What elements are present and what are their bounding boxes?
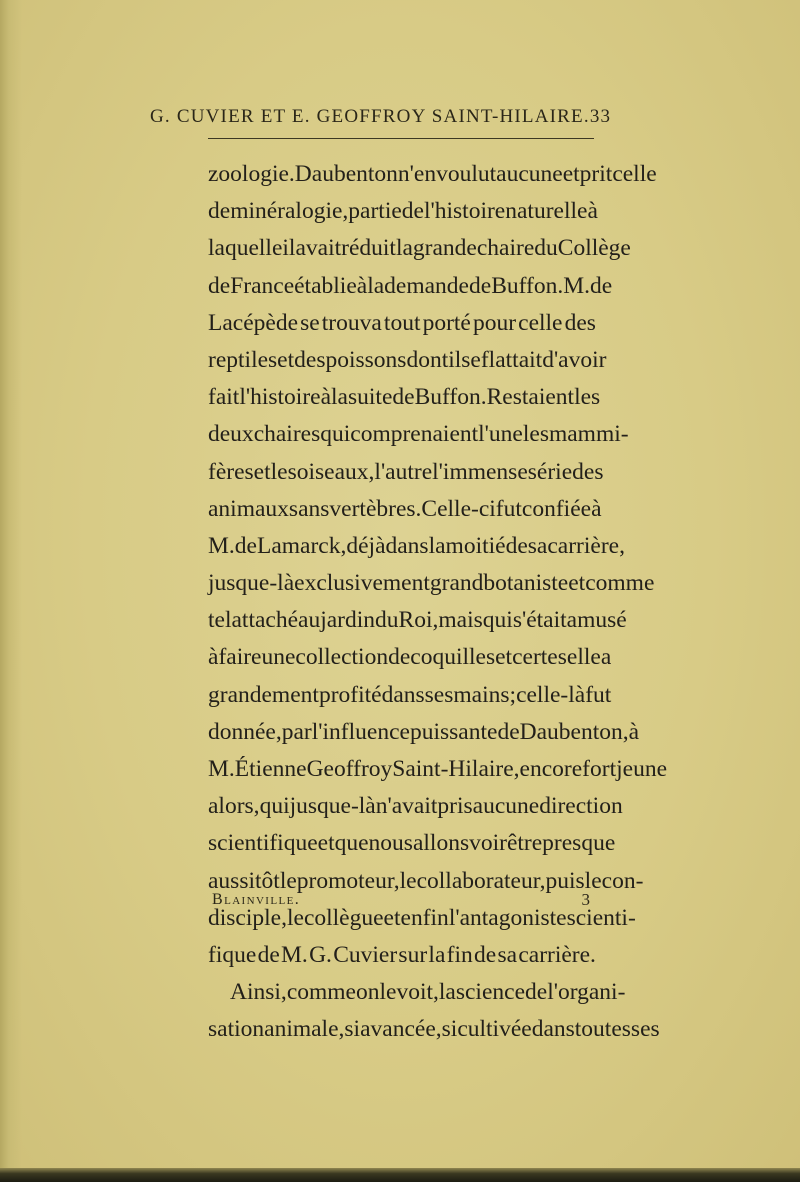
body-text <box>208 156 667 1049</box>
word: porté <box>422 309 471 336</box>
word: reptiles <box>208 346 278 373</box>
word: ses <box>630 1016 660 1043</box>
word: tel <box>208 607 232 634</box>
word: le <box>379 979 397 1006</box>
word: au <box>298 607 321 634</box>
word: les <box>574 384 601 411</box>
word: la <box>428 532 446 559</box>
signature-mark: Blainville. <box>212 891 301 908</box>
page-footer <box>212 888 592 912</box>
word: aucune <box>472 793 540 820</box>
binding-shadow <box>0 0 22 1182</box>
word: donnée, <box>208 718 282 745</box>
text-line <box>208 342 607 379</box>
word: comprenaient <box>350 421 479 448</box>
word: collection <box>295 644 389 671</box>
word: attaché <box>231 607 299 634</box>
text-line <box>208 193 596 230</box>
word: poissons <box>325 346 407 373</box>
word: science <box>455 979 526 1006</box>
word: alors, <box>208 793 260 820</box>
text-line <box>208 379 601 416</box>
word: a <box>600 644 612 671</box>
word: à <box>320 384 332 411</box>
word: de <box>590 272 613 299</box>
word: se <box>300 309 320 336</box>
word: Cuvier <box>333 941 398 968</box>
word: France <box>230 272 295 299</box>
word: scientifique <box>208 830 318 857</box>
word: toutes <box>574 1016 631 1043</box>
word: la <box>331 384 348 411</box>
running-title: G. CUVIER ET E. GEOFFROY SAINT-HILAIRE. <box>150 106 590 127</box>
word: il <box>448 346 462 373</box>
text-line <box>208 602 627 639</box>
word: G. <box>309 941 332 968</box>
word: fait <box>208 384 240 411</box>
word: carrière, <box>547 532 625 559</box>
word: comme <box>286 979 356 1006</box>
word: de <box>257 941 280 968</box>
word: voulut <box>436 161 497 187</box>
word: de <box>497 718 520 745</box>
word: animale, <box>264 1016 345 1043</box>
word: exclusivement <box>294 570 430 597</box>
word: mammi- <box>548 421 629 448</box>
word: de <box>505 532 528 559</box>
word: grande <box>412 235 477 262</box>
word: l'antagoniste <box>448 904 567 931</box>
word: de <box>208 272 231 299</box>
word: l'autre <box>374 458 433 485</box>
word: l'organi- <box>547 979 626 1006</box>
word: chaire <box>476 235 535 262</box>
header-rule <box>208 138 594 139</box>
word: voir <box>469 830 507 857</box>
word: certes <box>512 644 567 671</box>
word: que <box>334 830 369 857</box>
page-number: 33 <box>589 106 612 127</box>
word: aucune <box>496 161 563 187</box>
sheet-number: 3 <box>581 890 590 909</box>
word: réduit <box>341 235 396 262</box>
word: minéralogie, <box>230 198 349 225</box>
word: zoologie. <box>208 161 295 187</box>
text-line <box>208 677 612 714</box>
word: le <box>399 867 417 894</box>
text-line <box>208 491 602 528</box>
word: sa <box>527 532 548 559</box>
word: jusque-là <box>289 793 376 820</box>
word: disciple, <box>208 904 287 931</box>
word: Daubenton, <box>519 718 629 745</box>
word: une <box>261 644 296 671</box>
word: chaires <box>253 421 321 448</box>
word: cultivée <box>457 1016 532 1043</box>
word: Étienne <box>234 756 307 782</box>
word: direction <box>539 793 623 820</box>
word: ses <box>424 681 454 708</box>
word: et <box>383 904 401 931</box>
word: jeune <box>616 756 667 782</box>
word: collègue <box>303 904 384 931</box>
text-line <box>208 416 629 453</box>
word: laquelle <box>208 235 283 262</box>
word: Buffon. <box>414 384 487 411</box>
word: Restaient <box>486 384 575 411</box>
word: s'était <box>512 607 567 634</box>
word: prit <box>579 161 613 187</box>
word: le <box>584 867 602 894</box>
text-line <box>208 528 625 565</box>
word: comme <box>585 570 655 597</box>
word: grandement <box>208 681 319 708</box>
word: qui <box>482 607 513 634</box>
word: de <box>392 384 415 411</box>
word: celle <box>518 309 563 336</box>
word: M. <box>208 532 235 559</box>
word: Roi, <box>398 607 439 634</box>
word: presque <box>542 830 616 857</box>
page-bottom-edge <box>0 1168 800 1182</box>
word: aussitôt <box>208 867 280 894</box>
word: et <box>253 458 271 485</box>
word: à <box>628 718 640 745</box>
word: celle-là <box>516 681 586 708</box>
word: par <box>281 718 312 745</box>
word: Ainsi, <box>230 979 287 1006</box>
word: trouva <box>321 309 382 336</box>
word: suite <box>348 384 393 411</box>
text-line <box>208 1011 660 1048</box>
word: des <box>564 309 596 336</box>
word: les <box>522 421 549 448</box>
word: de <box>525 979 548 1006</box>
word: déjà <box>346 532 386 559</box>
word: sur <box>398 941 428 968</box>
word: la <box>395 235 413 262</box>
word: oiseaux, <box>296 458 375 485</box>
word: sa <box>497 941 518 968</box>
word: Saint-Hilaire, <box>392 756 520 782</box>
text-line <box>208 788 623 825</box>
word: faire <box>218 644 262 671</box>
word: fères <box>208 458 254 485</box>
word: de <box>388 644 411 671</box>
word: et <box>495 644 513 671</box>
text-line <box>208 156 657 193</box>
word: qui <box>320 421 351 448</box>
text-line <box>208 974 626 1011</box>
word: le <box>279 867 297 894</box>
word: collaborateur, <box>416 867 546 894</box>
word: con- <box>601 867 644 894</box>
word: puis <box>545 867 585 894</box>
word: l'une <box>478 421 523 448</box>
word: l'histoire <box>423 198 506 225</box>
word: fin <box>446 941 473 968</box>
word: partie <box>348 198 402 225</box>
word: M. <box>563 272 590 299</box>
word: se <box>461 346 481 373</box>
word: série <box>527 458 573 485</box>
word: naturelle <box>505 198 588 225</box>
word: et <box>277 346 295 373</box>
word: dans <box>531 1016 575 1043</box>
word: jusque-là <box>208 570 295 597</box>
word: il <box>282 235 296 262</box>
word: la <box>438 979 456 1006</box>
word: profité <box>318 681 382 708</box>
text-line <box>208 268 613 305</box>
text-line <box>208 937 596 974</box>
word: jardin <box>320 607 376 634</box>
word: botaniste <box>483 570 569 597</box>
word: allons <box>412 830 470 857</box>
word: établie <box>294 272 357 299</box>
word: scienti- <box>566 904 636 931</box>
text-line <box>208 714 640 751</box>
word: fort <box>582 756 617 782</box>
word: Lamarck, <box>256 532 347 559</box>
word: mains; <box>453 681 517 708</box>
word: fut <box>495 495 522 522</box>
word: de <box>234 532 257 559</box>
word: Lacépède <box>208 309 299 336</box>
word: carrière. <box>518 941 596 968</box>
word: coquilles <box>410 644 496 671</box>
word: Collège <box>557 235 631 262</box>
word: l'histoire <box>239 384 321 411</box>
word: vertèbres. <box>329 495 422 522</box>
word: celle <box>612 161 657 187</box>
word: confiée <box>521 495 592 522</box>
word: voit, <box>396 979 439 1006</box>
word: à <box>591 495 602 522</box>
word: Buffon. <box>491 272 564 299</box>
word: moitié <box>445 532 506 559</box>
word: d'avoir <box>542 346 607 373</box>
text-line <box>208 639 612 676</box>
word: si <box>441 1016 458 1043</box>
word: de <box>208 198 231 225</box>
text-line <box>208 565 655 602</box>
word: sation <box>208 1016 265 1043</box>
word: nous <box>368 830 413 857</box>
word: fique <box>208 941 257 968</box>
word: n'avait <box>375 793 438 820</box>
word: l'immense <box>432 458 528 485</box>
word: pour <box>472 309 517 336</box>
word: on <box>355 979 380 1006</box>
word: n'en <box>397 161 437 187</box>
word: sans <box>288 495 330 522</box>
word: la <box>367 272 385 299</box>
word: Daubenton <box>294 161 398 187</box>
word: fut <box>585 681 612 708</box>
word: du <box>375 607 399 634</box>
word: deux <box>208 421 254 448</box>
word: les <box>270 458 297 485</box>
word: puissante <box>409 718 498 745</box>
text-line <box>208 825 616 862</box>
word: des <box>294 346 326 373</box>
word: enfin <box>400 904 449 931</box>
word: elle <box>566 644 601 671</box>
word: dont <box>406 346 449 373</box>
word: Geoffroy <box>306 756 393 782</box>
word: Celle-ci <box>421 495 496 522</box>
word: tout <box>383 309 421 336</box>
word: du <box>534 235 558 262</box>
text-line <box>208 230 631 267</box>
word: des <box>572 458 604 485</box>
word: amusé <box>566 607 627 634</box>
word: et <box>568 570 586 597</box>
running-head <box>150 104 612 130</box>
word: et <box>317 830 335 857</box>
word: promoteur, <box>296 867 400 894</box>
text-line <box>208 454 604 491</box>
word: à <box>356 272 368 299</box>
text-line <box>208 751 667 788</box>
word: grand <box>429 570 484 597</box>
word: M. <box>281 941 308 968</box>
word: dans <box>385 532 429 559</box>
word: animaux <box>208 495 289 522</box>
word: mais <box>438 607 483 634</box>
word: de <box>474 941 497 968</box>
word: à <box>587 198 598 225</box>
word: l'influence <box>311 718 410 745</box>
word: demande <box>384 272 469 299</box>
word: à <box>208 644 219 671</box>
word: pris <box>437 793 473 820</box>
word: si <box>344 1016 361 1043</box>
word: le <box>286 904 304 931</box>
word: M. <box>208 756 235 782</box>
word: encore <box>519 756 583 782</box>
word: de <box>469 272 492 299</box>
word: dans <box>381 681 425 708</box>
word: flattait <box>480 346 543 373</box>
text-line <box>208 305 596 342</box>
word: la <box>428 941 446 968</box>
word: avancée, <box>360 1016 442 1043</box>
word: avait <box>295 235 342 262</box>
word: de <box>401 198 424 225</box>
word: et <box>562 161 580 187</box>
word: qui <box>259 793 290 820</box>
word: être <box>506 830 543 857</box>
